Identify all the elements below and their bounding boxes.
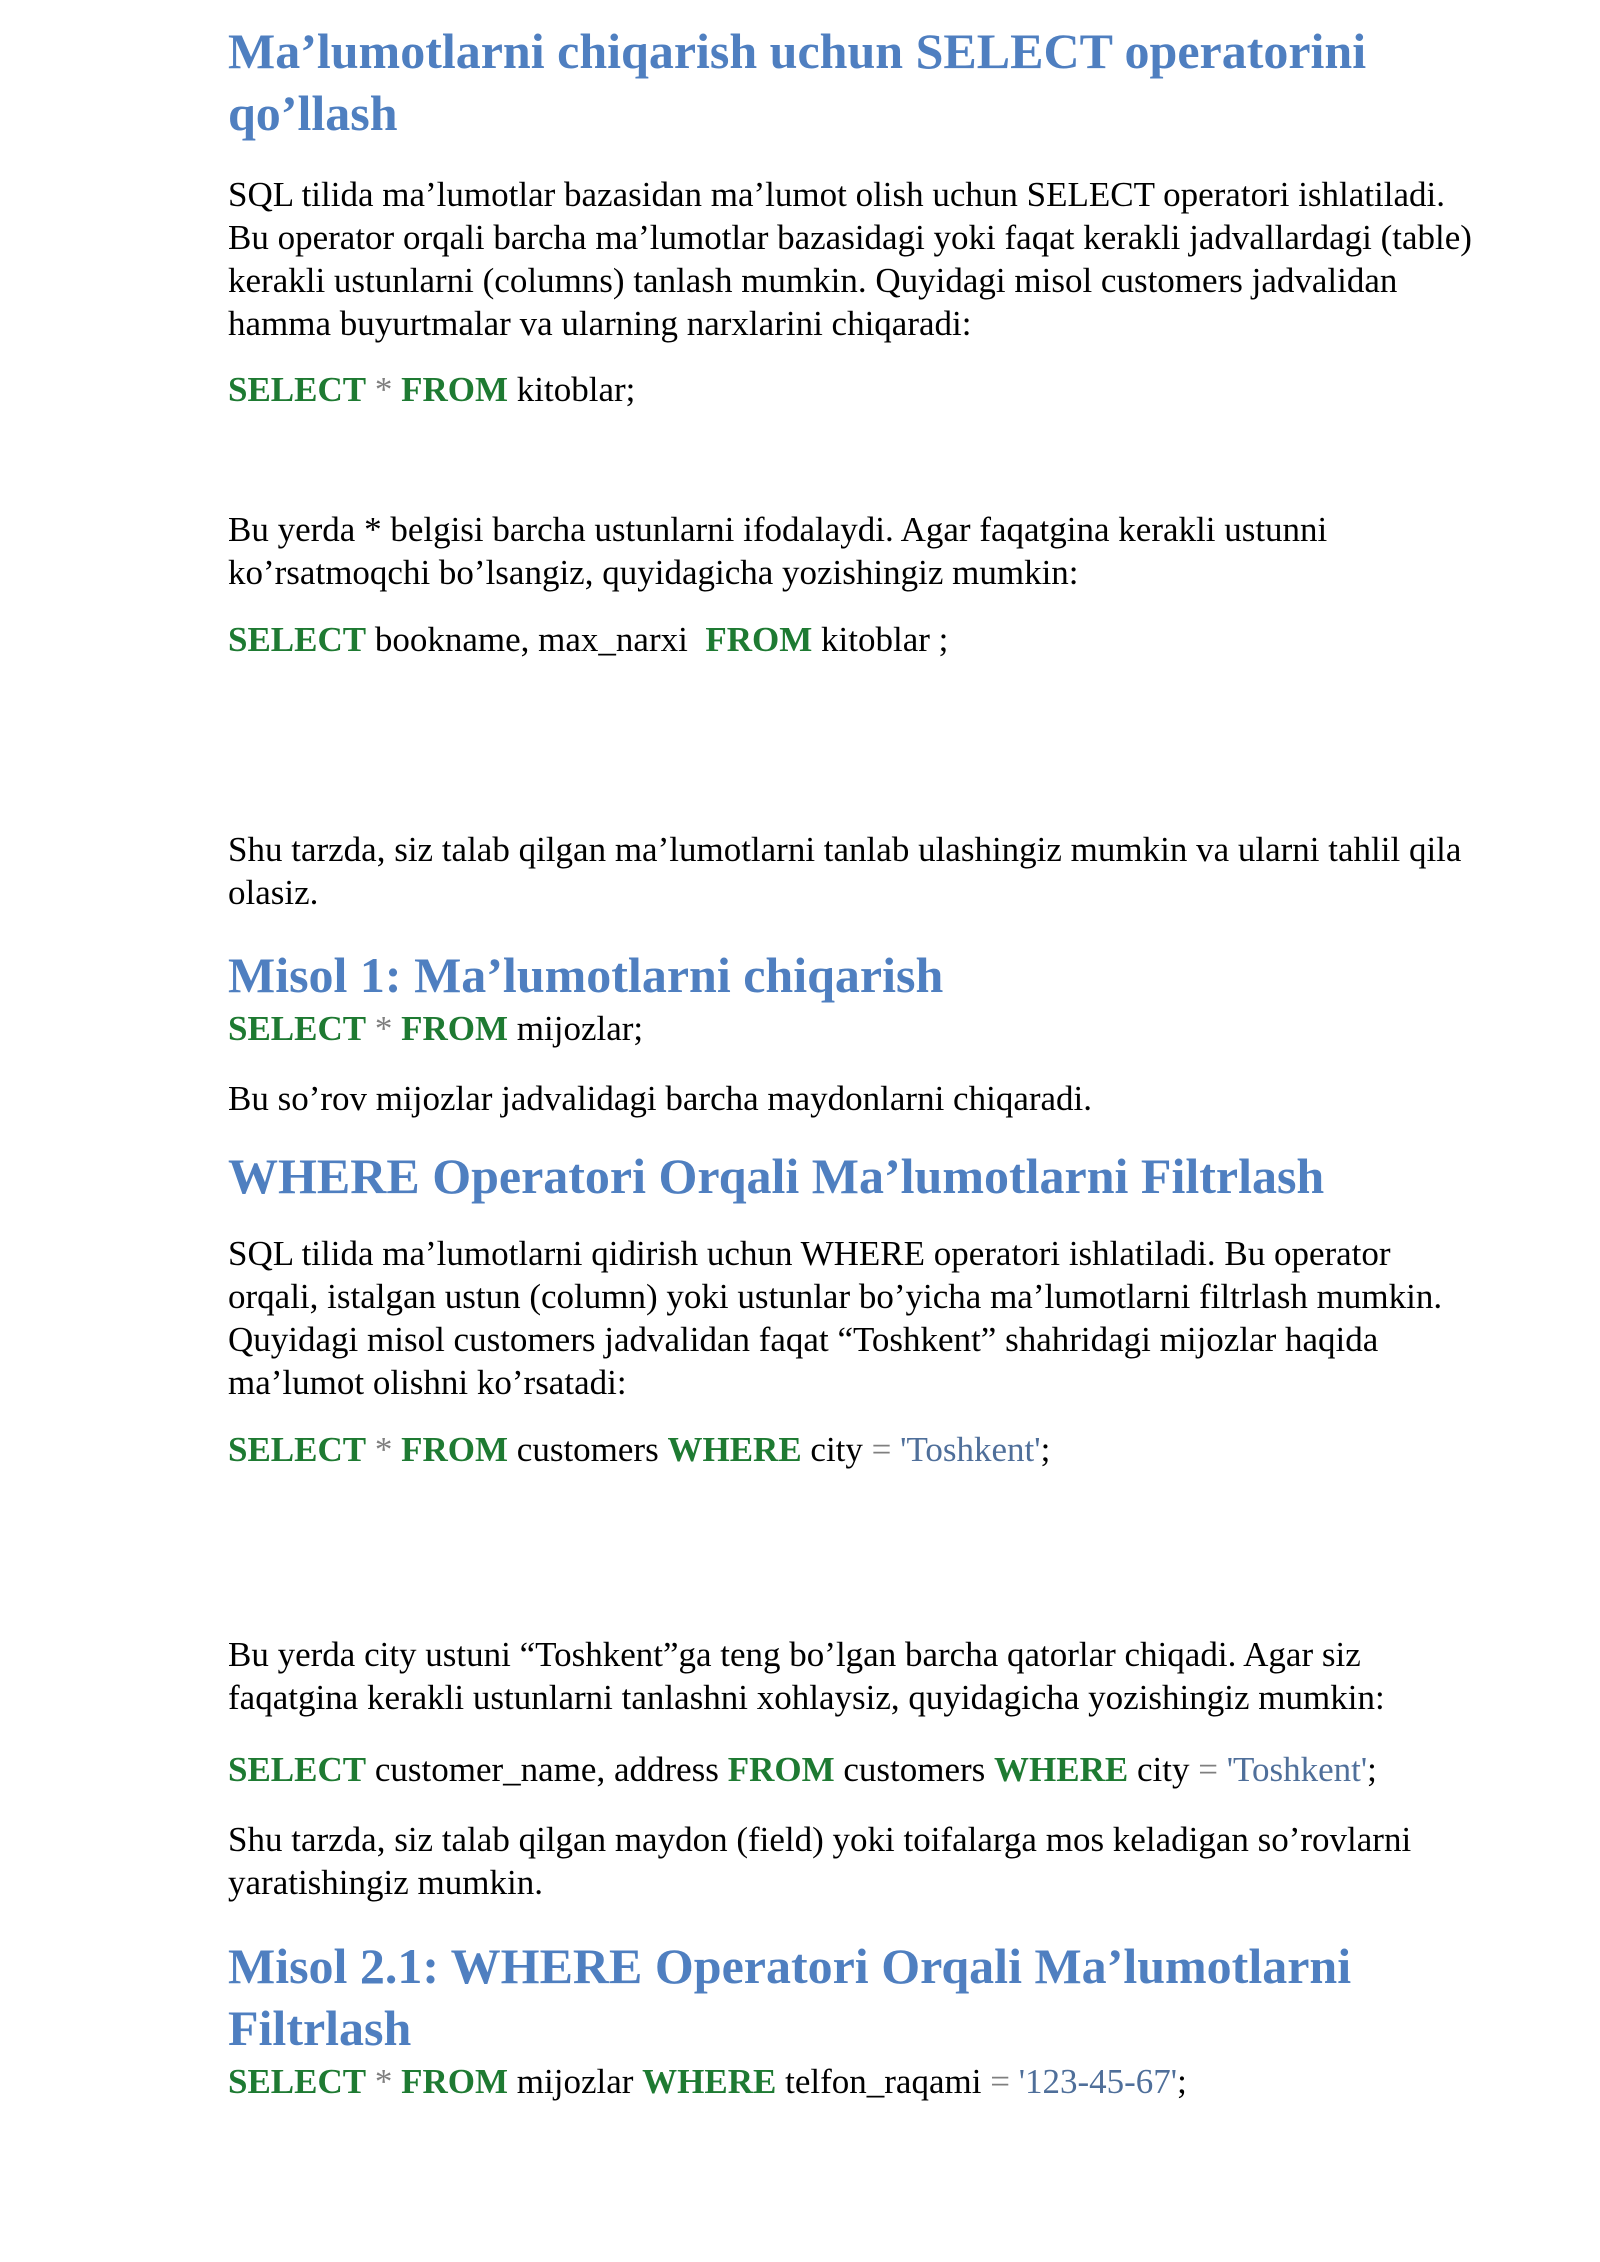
sql-keyword: SELECT <box>228 370 367 409</box>
sql-operator: * <box>374 1009 393 1048</box>
sql-identifier: customers <box>843 1750 986 1789</box>
sql-identifier: telfon_raqami <box>785 2062 982 2101</box>
sql-identifier: mijozlar <box>516 2062 634 2101</box>
sql-identifier: bookname, max_narxi <box>374 620 688 659</box>
sql-string: 'Toshkent' <box>900 1430 1041 1469</box>
sql-keyword: WHERE <box>667 1430 802 1469</box>
section-heading-misol-2-1: Misol 2.1: WHERE Operatori Orqali Ma’lumotlarni Filtrlash <box>228 1938 1352 2056</box>
sql-operator: = <box>1198 1750 1218 1789</box>
code-line-where-telefon <box>228 2060 1488 2103</box>
sql-keyword: FROM <box>401 1009 509 1048</box>
sql-identifier: city <box>1136 1750 1190 1789</box>
sql-identifier: kitoblar ; <box>821 620 949 659</box>
sql-keyword: FROM <box>727 1750 835 1789</box>
sql-operator: * <box>374 2062 393 2101</box>
code-line-select-mijozlar <box>228 1007 1488 1050</box>
section-heading-misol-1: Misol 1: Ma’lumotlarni chiqarish <box>228 947 944 1003</box>
sql-identifier: kitoblar; <box>516 370 636 409</box>
section-heading-where: WHERE Operatori Orqali Ma’lumotlarni Filtrlash <box>228 1148 1325 1204</box>
sql-operator: * <box>374 1430 393 1469</box>
sql-keyword: SELECT <box>228 1750 367 1789</box>
sql-keyword: FROM <box>401 2062 509 2101</box>
sql-keyword: WHERE <box>994 1750 1129 1789</box>
sql-terminator: ; <box>1367 1750 1377 1789</box>
paragraph-where-summary: Shu tarzda, siz talab qilgan maydon (field) yoki toifalarga mos keladigan so’rovlarni yaratishingiz mumkin. <box>228 1820 1412 1902</box>
sql-operator: = <box>871 1430 892 1469</box>
sql-keyword: SELECT <box>228 1009 367 1048</box>
sql-identifier: city <box>810 1430 863 1469</box>
sql-keyword: SELECT <box>228 620 367 659</box>
sql-identifier: customers <box>516 1430 659 1469</box>
code-line-select-columns <box>228 618 1488 661</box>
sql-operator: = <box>990 2062 1010 2101</box>
paragraph-summary: Shu tarzda, siz talab qilgan ma’lumotlarni tanlab ulashingiz mumkin va ularni tahlil qila olasiz. <box>228 830 1462 912</box>
sql-operator: * <box>374 370 393 409</box>
paragraph-where-explanation: Bu yerda city ustuni “Toshkent”ga teng bo’lgan barcha qatorlar chiqadi. Agar siz faqatgina kerakli ustunlarni tanlashni xohlaysiz, quyidagicha yozishingiz mumkin: <box>228 1635 1385 1717</box>
sql-terminator: ; <box>1177 2062 1187 2101</box>
sql-keyword: WHERE <box>642 2062 777 2101</box>
code-line-where-columns <box>228 1748 1488 1791</box>
sql-identifier: mijozlar; <box>516 1009 644 1048</box>
sql-keyword: SELECT <box>228 1430 367 1469</box>
section-heading-select: Ma’lumotlarni chiqarish uchun SELECT operatorini qo’llash <box>228 23 1367 141</box>
paragraph-where-intro: SQL tilida ma’lumotlarni qidirish uchun WHERE operatori ishlatiladi. Bu operator orqali, istalgan ustun (column) yoki ustunlar bo’yicha ma’lumotlarni filtrlash mumkin. Quyidagi misol customers jadvalidan faqat “Toshkent” shahridagi mijozlar haqida ma’lumot olishni ko’rsatadi: <box>228 1234 1443 1402</box>
sql-terminator: ; <box>1040 1430 1051 1469</box>
sql-keyword: FROM <box>401 370 509 409</box>
sql-keyword: FROM <box>401 1430 509 1469</box>
sql-keyword: SELECT <box>228 2062 367 2101</box>
sql-string: '123-45-67' <box>1018 2062 1178 2101</box>
sql-identifier: customer_name, address <box>374 1750 719 1789</box>
sql-keyword: FROM <box>705 620 813 659</box>
paragraph-select-intro: SQL tilida ma’lumotlar bazasidan ma’lumot olish uchun SELECT operatori ishlatiladi. Bu operator orqali barcha ma’lumotlar bazasidagi yoki faqat kerakli jadvallardagi (table) kerakli ustunlarni (columns) tanlash mumkin. Quyidagi misol customers jadvalidan hamma buyurtmalar va ularning narxlarini chiqaradi: <box>228 175 1472 343</box>
paragraph-star-explanation: Bu yerda * belgisi barcha ustunlarni ifodalaydi. Agar faqatgina kerakli ustunni ko’rsatmoqchi bo’lsangiz, quyidagicha yozishingiz mumkin: <box>228 510 1328 592</box>
code-line-select-kitoblar <box>228 368 1488 411</box>
sql-string: 'Toshkent' <box>1226 1750 1368 1789</box>
paragraph-misol-1-explanation: Bu so’rov mijozlar jadvalidagi barcha maydonlarni chiqaradi. <box>228 1079 1093 1118</box>
code-line-where-toshkent <box>228 1428 1488 1471</box>
